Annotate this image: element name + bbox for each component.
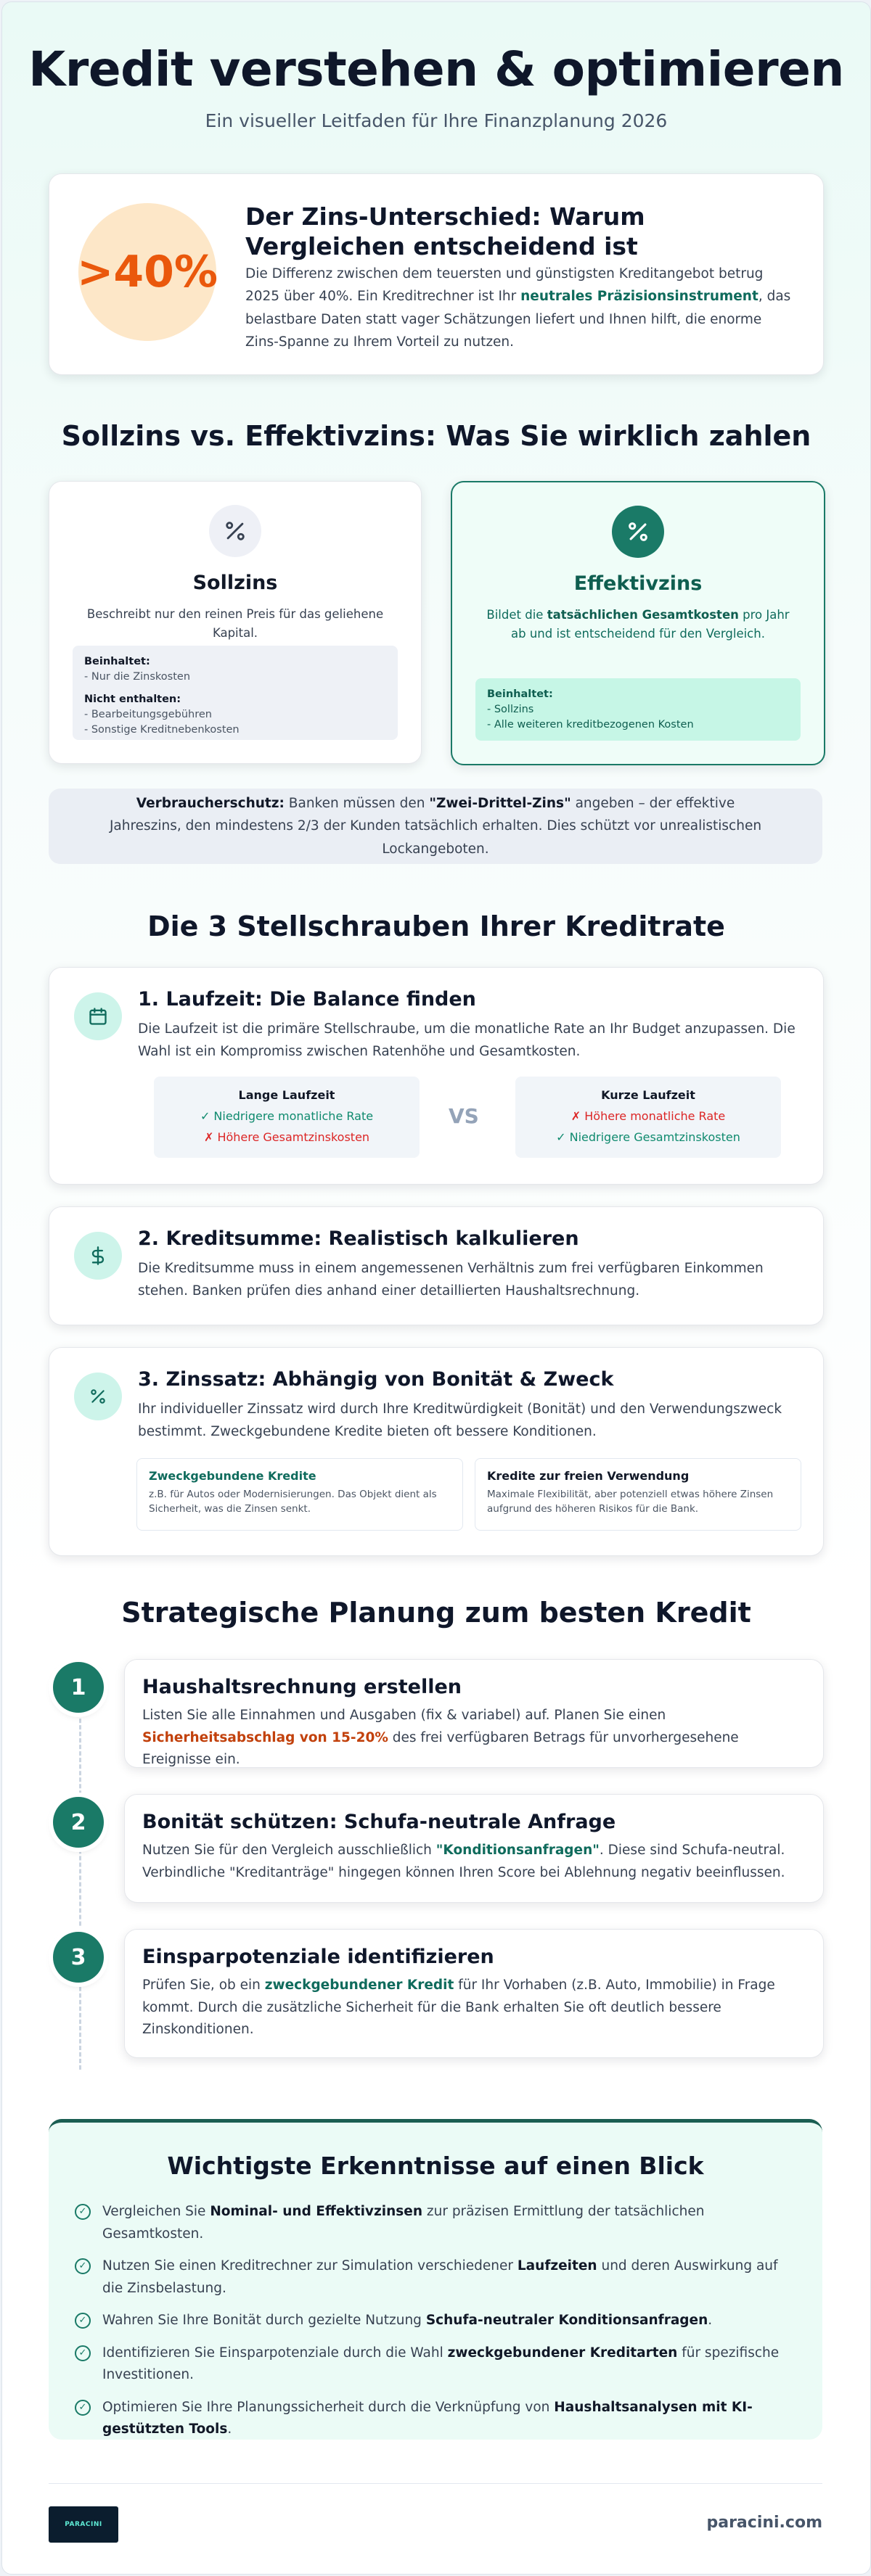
option-text: z.B. für Autos oder Modernisierungen. Das Objekt dient als Sicherheit, was die Zinsen senkt. [149, 1489, 437, 1515]
footer-divider [49, 2483, 822, 2484]
lever-text: Die Kreditsumme muss in einem angemessenen Verhältnis zum frei verfügbaren Einkommen stehen. Banken prüfen dies anhand einer detaillierten Haushaltsrechnung. [138, 1261, 764, 1299]
effektivzins-card [451, 481, 825, 765]
step-title: Einsparpotenziale identifizieren [142, 1946, 494, 1968]
takeaway-part: . [227, 2421, 232, 2437]
sollzins-title: Sollzins [192, 572, 278, 594]
takeaway-part: zur präzisen Ermittlung der tatsächlichen Gesamtkosten. [102, 2204, 705, 2242]
step-text [142, 1840, 806, 1884]
website-link[interactable]: paracini.com [706, 2514, 822, 2532]
desc-part: pro Jahr ab und ist entscheidend für den Vergleich. [511, 608, 790, 641]
check-circle-icon: ✓ [75, 2258, 91, 2274]
free-use-credit-box [475, 1458, 801, 1531]
percent-icon [209, 505, 261, 557]
short-term-box [515, 1077, 781, 1158]
note-part: angeben – der effektive Jahreszins, den mindestens 2/3 der Kunden tatsächlich erhalten. Dies schützt vor unrealistischen Lockangeboten. [109, 795, 762, 857]
intro-text-bold: neutrales Präzisionsinstrument [520, 289, 758, 305]
step-text-bold: "Konditionsanfragen" [436, 1843, 600, 1858]
step-text-part: Listen Sie alle Einnahmen und Ausgaben (fix & variabel) auf. Planen Sie einen [142, 1708, 666, 1723]
step-text-part: Prüfen Sie, ob ein [142, 1978, 265, 1993]
option-text: Maximale Flexibilität, aber potenziell etwas höhere Zinsen aufgrund des höheren Risikos für die Bank. [487, 1489, 774, 1515]
lever-text: Die Laufzeit ist die primäre Stellschraube, um die monatliche Rate an Ihr Budget anzupassen. Die Wahl ist ein Kompromiss zwischen Ratenhöhe und Gesamtkosten. [138, 1021, 796, 1059]
takeaway-part: Vergleichen Sie [102, 2204, 210, 2219]
vs-label: VS [449, 1104, 479, 1128]
lever-title: 2. Kreditsumme: Realistisch kalkulieren [138, 1227, 579, 1250]
takeaways-title: Wichtigste Erkenntnisse auf einen Blick [167, 2152, 704, 2180]
lever-text: Ihr individueller Zinssatz wird durch Ihre Kreditwürdigkeit (Bonität) und den Verwendungszweck bestimmt. Zweckgebundene Kredite bieten oft bessere Konditionen. [138, 1402, 782, 1439]
takeaway-bold: Schufa-neutraler Konditionsanfragen [425, 2313, 708, 2329]
step-text-part: für Ihr Vorhaben (z.B. Auto, Immobilie) in Frage kommt. Durch die zusätzliche Sicherheit für die Bank erhalten Sie oft deutlich bessere Zinskonditionen. [142, 1978, 775, 2038]
step-card [124, 1794, 824, 1903]
takeaways-list [75, 2201, 796, 2451]
check-circle-icon: ✓ [75, 2345, 91, 2361]
step-text [142, 1705, 806, 1771]
step-text-bold: zweckgebundener Kredit [264, 1978, 454, 1993]
step-text-part: Nutzen Sie für den Vergleich ausschließlich [142, 1843, 436, 1858]
infographic-page [1, 1, 871, 2575]
brand-logo[interactable] [49, 2506, 118, 2543]
option-title: Zweckgebundene Kredite [149, 1469, 316, 1483]
takeaway-item [75, 2342, 796, 2387]
section-title-levers: Die 3 Stellschrauben Ihrer Kreditrate [147, 910, 725, 942]
note-label: Verbraucherschutz: [136, 795, 285, 811]
sollzins-details [73, 646, 398, 740]
percent-badge-icon [612, 506, 664, 558]
includes-item: - Alle weiteren kreditbezogenen Kosten [487, 719, 694, 731]
takeaway-item [75, 2397, 796, 2441]
page-title: Kredit verstehen & optimieren [28, 41, 844, 97]
takeaway-bold: Nominal- und Effektivzinsen [210, 2204, 423, 2219]
takeaway-part: Nutzen Sie einen Kreditrechner zur Simulation verschiedener [102, 2258, 518, 2274]
intro-text-part: , das belastbare Daten statt vager Schätzungen liefert und Ihnen hilft, die enorme Zins-Spanne zu Ihrem Vorteil zu nutzen. [245, 289, 791, 350]
header [2, 2, 870, 131]
takeaway-item [75, 2201, 796, 2245]
step-number: 1 [53, 1662, 104, 1713]
excludes-item: - Bearbeitungsgebühren [84, 709, 212, 721]
takeaway-part: und deren Auswirkung auf die Zinsbelastung. [102, 2258, 778, 2296]
long-term-pro: ✓ Niedrigere monatliche Rate [200, 1108, 374, 1123]
includes-label: Beinhaltet: [487, 688, 553, 700]
calendar-icon [74, 992, 122, 1040]
takeaway-part: für spezifische Investitionen. [102, 2345, 780, 2383]
lever-summe-card [49, 1206, 824, 1325]
excludes-label: Nicht enthalten: [84, 694, 181, 706]
step-text-bold: Sicherheitsabschlag von 15-20% [142, 1729, 388, 1745]
intro-text-part: Die Differenz zwischen dem teuersten und günstigsten Kreditangebot betrug 2025 über 40%. Ein Kreditrechner ist Ihr [245, 266, 764, 305]
includes-item: - Sollzins [487, 704, 534, 716]
check-circle-icon: ✓ [75, 2313, 91, 2329]
takeaway-bold: zweckgebundener Kreditarten [447, 2345, 678, 2361]
lever-title: 1. Laufzeit: Die Balance finden [138, 988, 476, 1011]
effektivzins-title: Effektivzins [573, 572, 703, 595]
intro-card [49, 173, 824, 375]
step-card [124, 1929, 824, 2058]
stat-bubble: >40% [78, 203, 216, 341]
dollar-icon [74, 1232, 122, 1280]
percent-icon [74, 1373, 122, 1420]
section-title-plan: Strategische Planung zum besten Kredit [121, 1597, 751, 1629]
desc-part: Bildet die [486, 608, 547, 622]
takeaway-part: Optimieren Sie Ihre Planungssicherheit durch die Verknüpfung von [102, 2399, 555, 2415]
takeaways-box [49, 2119, 822, 2440]
step-text-part: . Diese sind Schufa-neutral. Verbindliche "Kreditanträge" hingegen können Ihren Score bei Ablehnung negativ beeinflussen. [142, 1843, 785, 1880]
note-part: Banken müssen den [284, 795, 430, 811]
takeaway-item [75, 2310, 796, 2332]
includes-label: Beinhaltet: [84, 656, 150, 667]
lever-laufzeit-card [49, 967, 824, 1185]
step-title: Haushaltsrechnung erstellen [142, 1676, 462, 1698]
step-number: 2 [53, 1797, 104, 1848]
option-title: Kredite zur freien Verwendung [487, 1469, 690, 1483]
step-text [142, 1975, 806, 2041]
takeaway-part: . [708, 2313, 713, 2329]
note-highlight: "Zwei-Drittel-Zins" [429, 795, 571, 811]
takeaway-bold: Haushaltsanalysen mit KI-gestützten Tools [102, 2399, 753, 2437]
short-term-title: Kurze Laufzeit [601, 1088, 695, 1102]
purpose-bound-credit-box [136, 1458, 463, 1531]
effektivzins-details [475, 678, 801, 741]
step-card [124, 1659, 824, 1768]
takeaway-bold: Laufzeiten [517, 2258, 597, 2274]
consumer-protection-note [49, 789, 822, 864]
intro-text [245, 263, 797, 354]
lever-title: 3. Zinssatz: Abhängig von Bonität & Zweck [138, 1368, 614, 1391]
section-title-rates: Sollzins vs. Effektivzins: Was Sie wirklich zahlen [61, 420, 811, 452]
sollzins-card [49, 481, 422, 764]
excludes-item: - Sonstige Kreditnebenkosten [84, 724, 240, 736]
sollzins-desc: Beschreibt nur den reinen Preis für das geliehene Kapital. [86, 607, 384, 640]
takeaway-part: Wahren Sie Ihre Bonität durch gezielte Nutzung [102, 2313, 426, 2329]
step-title: Bonität schützen: Schufa-neutrale Anfrage [142, 1811, 616, 1833]
long-term-box [154, 1077, 420, 1158]
lever-zinssatz-card [49, 1347, 824, 1556]
intro-heading: Der Zins-Unterschied: Warum Vergleichen entscheidend ist [245, 202, 645, 261]
long-term-title: Lange Laufzeit [238, 1088, 335, 1102]
long-term-con: ✗ Höhere Gesamtzinskosten [203, 1129, 370, 1144]
effektivzins-desc [481, 606, 795, 643]
includes-item: - Nur die Zinskosten [84, 671, 191, 683]
check-circle-icon: ✓ [75, 2400, 91, 2416]
step-number: 3 [53, 1932, 104, 1983]
page-subtitle: Ein visueller Leitfaden für Ihre Finanzplanung 2026 [205, 110, 668, 131]
step-text-part: des frei verfügbaren Betrags für unvorhergesehene Ereignisse ein. [142, 1729, 739, 1768]
short-term-pro: ✓ Niedrigere Gesamtzinskosten [556, 1129, 740, 1144]
check-circle-icon: ✓ [75, 2204, 91, 2220]
desc-bold: tatsächlichen Gesamtkosten [547, 608, 739, 622]
short-term-con: ✗ Höhere monatliche Rate [571, 1108, 726, 1123]
takeaway-item [75, 2255, 796, 2300]
takeaway-part: Identifizieren Sie Einsparpotenziale durch die Wahl [102, 2345, 448, 2361]
timeline-line [79, 1692, 81, 2070]
logo-text: PARACINI [65, 2521, 102, 2528]
